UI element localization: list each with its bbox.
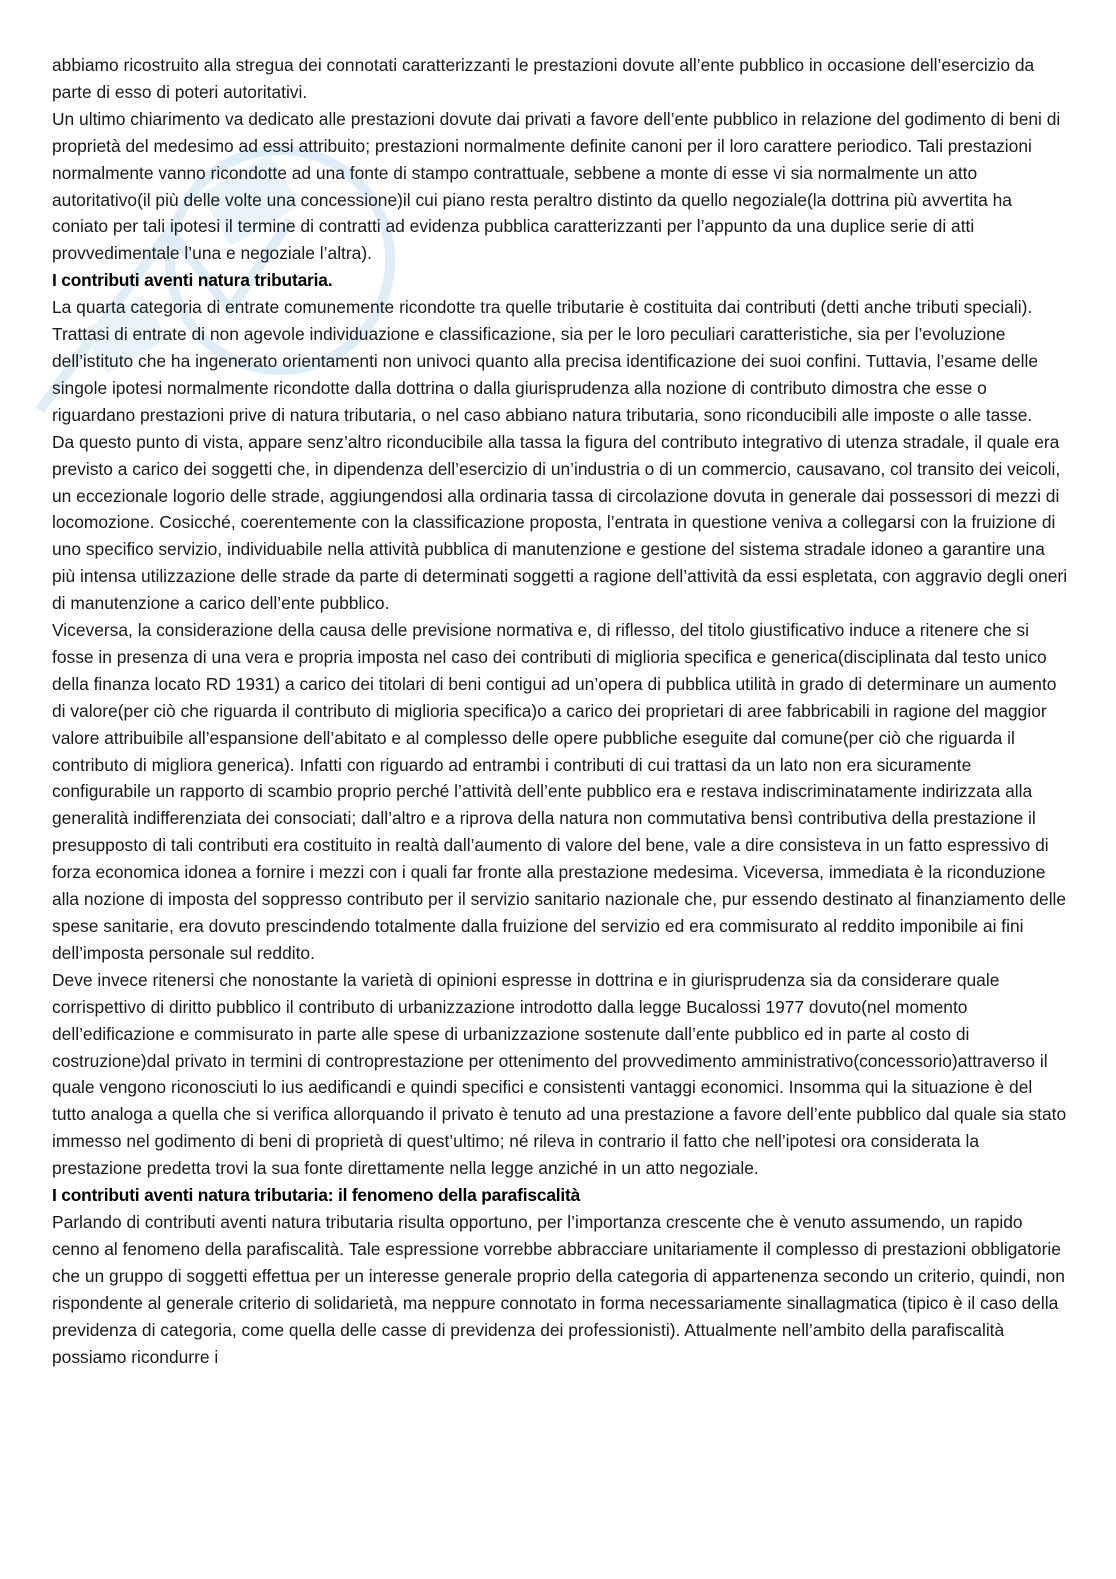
paragraph: Viceversa, la considerazione della causa delle previsione normativa e, di riflesso, del titolo giustificativo induce a ritenere che si fosse in presenza di una vera e propria imposta nel caso dei contributi di miglioria specifica e generica(disciplinata dal testo unico della finanza locato RD 1931) a carico dei titolari di beni contigui ad un’opera di pubblica utilità in grado di determinare un aumento di valore(per ciò che riguarda il contributo di miglioria specifica)o a carico dei proprietari di aree fabbricabili in ragione del maggior valore attribuibile all’espansione dell’abitato e al complesso delle opere pubbliche eseguite dal comune(per ciò che riguarda il contributo di migliora generica). Infatti con riguardo ad entrambi i contributi di cui trattasi da un lato non era sicuramente configurabile un rapporto di scambio proprio perché l’attività dell’ente pubblico era e restava indiscriminatamente indirizzata alla generalità indifferenziata dei consociati; dall’altro e a riprova della natura non commutativa bensì contributiva della prestazione il presupposto di tali contributi era costituito in realtà dall’aumento di valore del bene, vale a dire consisteva in un fatto espressivo di forza economica idonea a fornire i mezzi con i quali far fronte alla prestazione medesima. Viceversa, immediata è la riconduzione alla nozione di imposta del soppresso contributo per il servizio sanitario nazionale che, pur essendo destinato al finanziamento delle spese sanitarie, era dovuto prescindendo totalmente dalla fruizione del servizio ed era commisurato al reddito imponibile ai fini dell’imposta personale sul reddito. xyxy=(52,620,1067,963)
section-heading: I contributi aventi natura tributaria: il fenomeno della parafiscalità xyxy=(52,1185,581,1206)
paragraph: abbiamo ricostruito alla stregua dei connotati caratterizzanti le prestazioni dovute all’ente pubblico in occasione dell’esercizio da parte di esso di poteri autoritativi. xyxy=(52,55,1035,102)
paragraph: Parlando di contributi aventi natura tributaria risulta opportuno, per l’importanza crescente che è venuto assumendo, un rapido cenno al fenomeno della parafiscalità. Tale espressione vorrebbe abbracciare unitariamente il complesso di prestazioni obbligatorie che un gruppo di soggetti effettua per un interesse generale proprio della categoria di appartenenza secondo un criterio, quindi, non rispondente al generale criterio di solidarietà, ma neppure connotato in forma necessariamente sinallagmatica (tipico è il caso della previdenza di categoria, come quella delle casse di previdenza dei professionisti). Attualmente nell’ambito della parafiscalità possiamo ricondurre i xyxy=(52,1211,1065,1367)
paragraph: Un ultimo chiarimento va dedicato alle prestazioni dovute dai privati a favore dell’ente pubblico in relazione del godimento di beni di proprietà del medesimo ad essi attribuito; prestazioni normalmente definite canoni per il loro carattere periodico. Tali prestazioni normalmente vanno ricondotte ad una fonte di stampo contrattuale, sebbene a monte di esse vi sia normalmente un atto autoritativo(il più delle volte una concessione)il cui piano resta peraltro distinto da quello negoziale(la dottrina più avvertita ha coniato per tali ipotesi il termine di contratti ad evidenza pubblica caratterizzanti per l’appunto da una duplice serie di atti provvedimentale l’una e negoziale l’altra). xyxy=(52,108,1061,264)
document-page xyxy=(52,52,1070,1370)
paragraph: La quarta categoria di entrate comunemente ricondotte tra quelle tributarie è costituita dai contributi (detti anche tributi speciali). Trattasi di entrate di non agevole individuazione e classificazione, sia per le loro peculiari caratteristiche, sia per l’evoluzione dell’istituto che ha ingenerato orientamenti non univoci quanto alla precisa identificazione dei suoi confini. Tuttavia, l’esame delle singole ipotesi normalmente ricondotte dalla dottrina o dalla giurisprudenza alla nozione di contributo dimostra che esse o riguardano prestazioni prive di natura tributaria, o nel caso abbiano natura tributaria, sono riconducibili alle imposte o alle tasse. xyxy=(52,297,1039,425)
paragraph: Deve invece ritenersi che nonostante la varietà di opinioni espresse in dottrina e in giurisprudenza sia da considerare quale corrispettivo di diritto pubblico il contributo di urbanizzazione introdotto dalla legge Bucalossi 1977 dovuto(nel momento dell’edificazione e commisurato in parte alle spese di urbanizzazione sostenute dall’ente pubblico ed in parte al costo di costruzione)dal privato in termini di controprestazione per ottenimento del provvedimento amministrativo(concessorio)attraverso il quale vengono riconosciuti lo ius aedificandi e quindi specifici e consistenti vantaggi economici. Insomma qui la situazione è del tutto analoga a quella che si verifica allorquando il privato è tenuto ad una prestazione a favore dell’ente pubblico dal quale sia stato immesso nel godimento di beni di proprietà di quest’ultimo; né rileva in contrario il fatto che nell’ipotesi ora considerata la prestazione predetta trovi la sua fonte direttamente nella legge anziché in un atto negoziale. xyxy=(52,969,1067,1179)
paragraph: Da questo punto di vista, appare senz’altro riconducibile alla tassa la figura del contributo integrativo di utenza stradale, il quale era previsto a carico dei soggetti che, in dipendenza dell’esercizio di un’industria o di un commercio, causavano, col transito dei veicoli, un eccezionale logorio delle strade, aggiungendosi alla ordinaria tassa di circolazione dovuta in generale dai possessori di mezzi di locomozione. Cosicché, coerentemente con la classificazione proposta, l’entrata in questione veniva a collegarsi con la fruizione di uno specifico servizio, individuabile nella attività pubblica di manutenzione e gestione del sistema stradale idoneo a garantire una più intensa utilizzazione delle strade da parte di determinati soggetti a ragione dell’attività da essi espletata, con aggravio degli oneri di manutenzione a carico dell’ente pubblico. xyxy=(52,431,1068,614)
section-heading: I contributi aventi natura tributaria. xyxy=(52,270,333,291)
